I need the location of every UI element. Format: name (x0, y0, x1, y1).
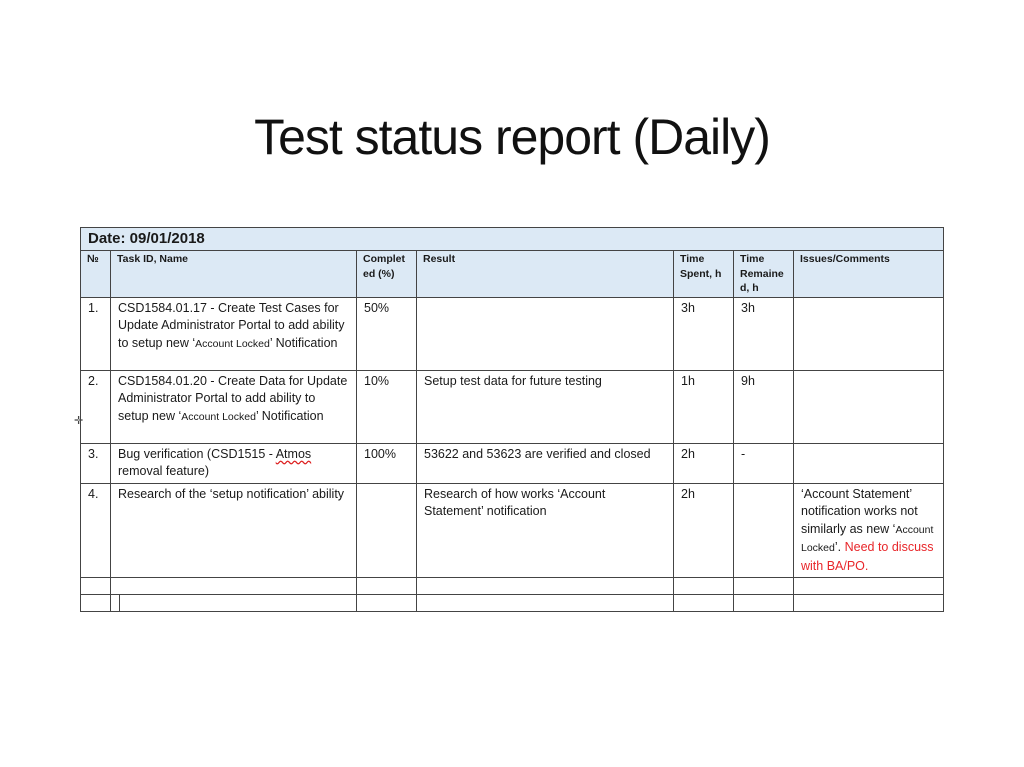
row-number: 1. (81, 297, 111, 370)
time-spent-cell: 2h (674, 483, 734, 578)
issues-text: ‘Account Statement’ notification works not similarly as new ‘ (801, 486, 918, 536)
empty-cell (417, 578, 674, 595)
empty-cell (674, 578, 734, 595)
header-number: № (81, 251, 111, 298)
header-row (81, 251, 944, 298)
empty-cell (111, 578, 357, 595)
status-report-table (80, 227, 944, 612)
empty-cell (417, 595, 674, 612)
table-row (81, 483, 944, 578)
empty-cell (794, 595, 944, 612)
completed-cell (357, 483, 417, 578)
empty-row (81, 595, 944, 612)
time-spent-cell: 2h (674, 443, 734, 483)
task-cell (111, 370, 357, 443)
task-text-small: Account Locked (195, 337, 270, 350)
header-time-remained: Time Remaine d, h (734, 251, 794, 298)
report-date: Date: 09/01/2018 (81, 228, 944, 251)
task-text: Bug verification (CSD1515 - (118, 446, 276, 461)
row-number: 4. (81, 483, 111, 578)
task-text-small: Account Locked (181, 410, 256, 423)
time-spent-cell: 3h (674, 297, 734, 370)
task-text-end: ’ Notification (269, 335, 338, 350)
date-row (81, 228, 944, 251)
empty-cell (357, 595, 417, 612)
issues-cell (794, 443, 944, 483)
result-cell: Setup test data for future testing (417, 370, 674, 443)
empty-cell (794, 578, 944, 595)
task-text-end: removal feature) (118, 464, 210, 478)
empty-cell (357, 578, 417, 595)
empty-cell (81, 578, 111, 595)
issues-highlight: Need to discuss with BA/PO. (801, 540, 934, 573)
slide-title: Test status report (Daily) (254, 109, 770, 165)
empty-cell-split (111, 595, 357, 612)
table-move-handle-icon[interactable]: ✛ (74, 415, 84, 427)
table-row (81, 297, 944, 370)
task-text: CSD1584.01.17 - Create Test Cases for Update Administrator Portal to add ability to setup new ‘ (118, 300, 345, 350)
completed-cell: 100% (357, 443, 417, 483)
issues-text-end: ’. (834, 540, 845, 554)
task-cell (111, 443, 357, 483)
result-cell: 53622 and 53623 are verified and closed (417, 443, 674, 483)
table-row (81, 443, 944, 483)
row-number: 2. (81, 370, 111, 443)
empty-row (81, 578, 944, 595)
issues-text-small: Account Locked (801, 523, 934, 554)
issues-cell (794, 483, 944, 578)
result-cell: Research of how works ‘Account Statement’ notification (417, 483, 674, 578)
header-time-spent: Time Spent, h (674, 251, 734, 298)
result-cell (417, 297, 674, 370)
issues-cell (794, 370, 944, 443)
time-spent-cell: 1h (674, 370, 734, 443)
row-number: 3. (81, 443, 111, 483)
header-task: Task ID, Name (111, 251, 357, 298)
header-result: Result (417, 251, 674, 298)
empty-cell (734, 595, 794, 612)
task-cell (111, 297, 357, 370)
time-remained-cell (734, 483, 794, 578)
spellcheck-word: Atmos (275, 446, 312, 461)
empty-cell (674, 595, 734, 612)
task-cell: Research of the ‘setup notification’ ability (111, 483, 357, 578)
completed-cell: 50% (357, 297, 417, 370)
time-remained-cell: 9h (734, 370, 794, 443)
header-completed: Complet ed (%) (357, 251, 417, 298)
empty-cell (81, 595, 111, 612)
task-text-end: ’ Notification (255, 408, 324, 423)
time-remained-cell: - (734, 443, 794, 483)
empty-cell (734, 578, 794, 595)
time-remained-cell: 3h (734, 297, 794, 370)
header-issues: Issues/Comments (794, 251, 944, 298)
table-row (81, 370, 944, 443)
completed-cell: 10% (357, 370, 417, 443)
issues-cell (794, 297, 944, 370)
task-text: CSD1584.01.20 - Create Data for Update Administrator Portal to add ability to setup new ‘ (118, 373, 348, 423)
